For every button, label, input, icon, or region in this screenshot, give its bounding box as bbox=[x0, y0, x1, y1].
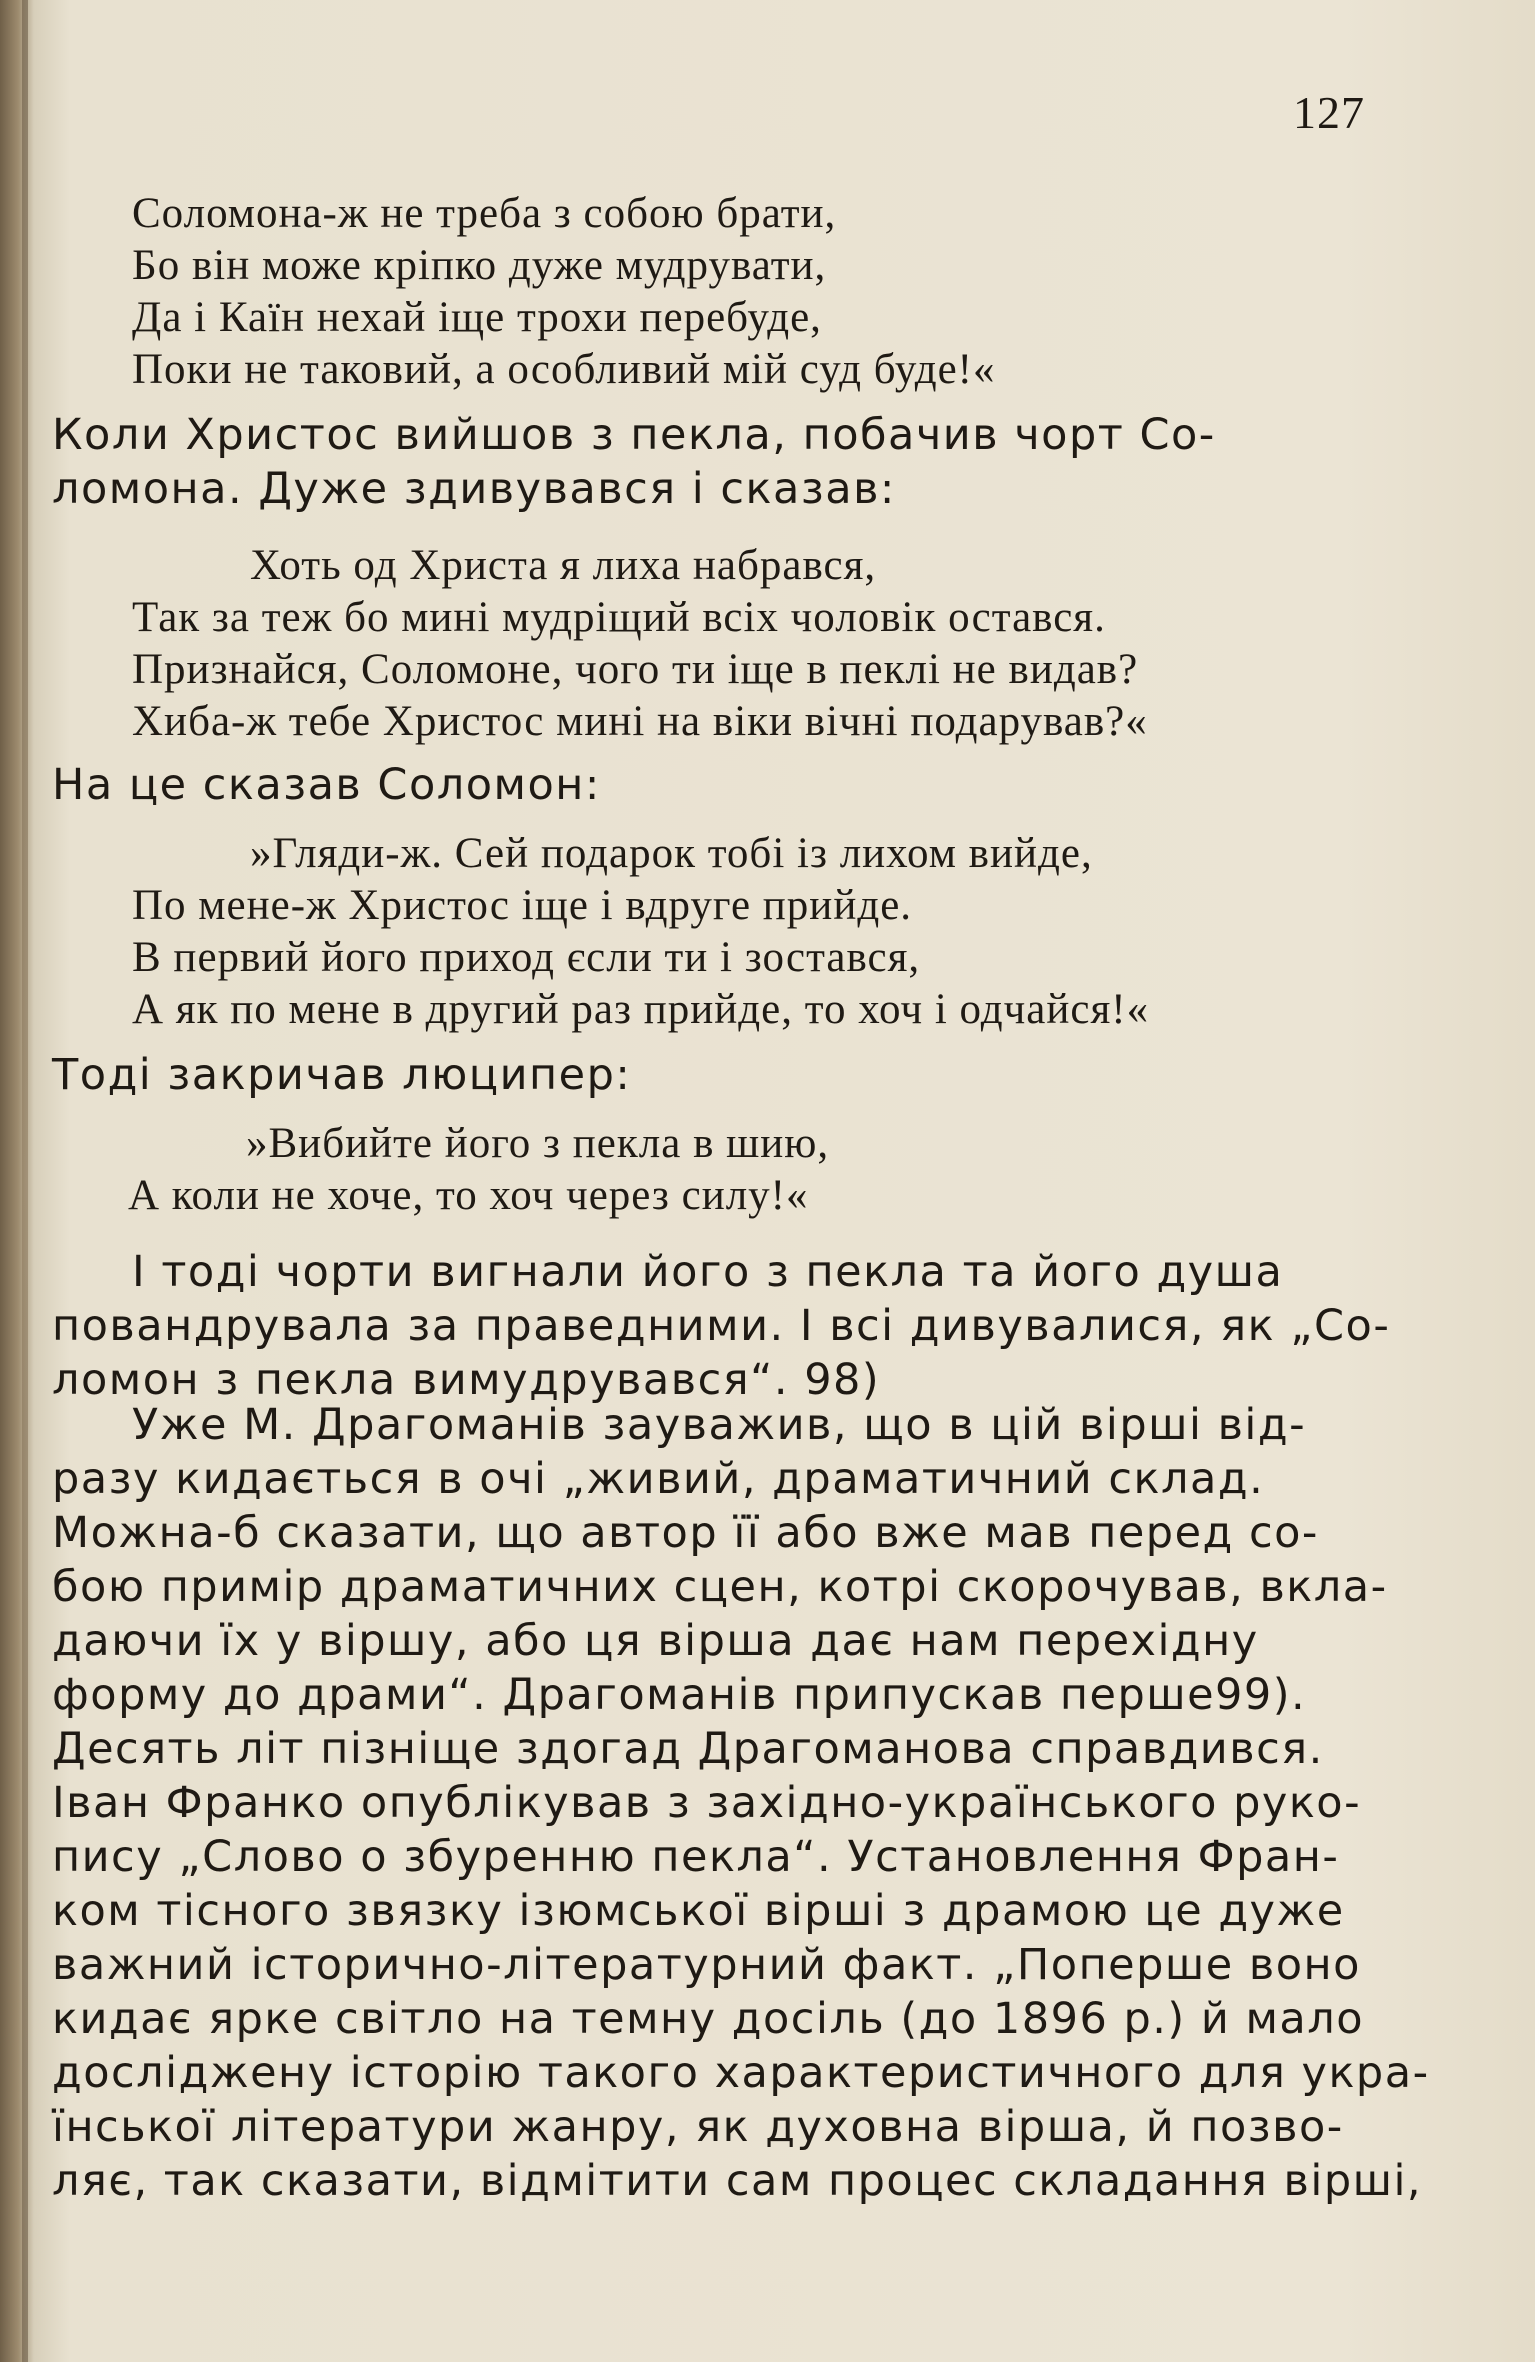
prose-line: Коли Христос вийшов з пекла, побачив чорт Со- bbox=[52, 410, 1216, 460]
paragraph-4 bbox=[52, 1245, 1432, 1407]
prose-line: повандрувала за праведними. І всі дивувалися, як „Со- bbox=[52, 1301, 1391, 1351]
page-number: 127 bbox=[1293, 87, 1365, 138]
prose-line: разу кидається в очі „живий, драматичний склад. bbox=[52, 1454, 1265, 1504]
verse-line: »Гляди-ж. Сей подарок тобі із лихом вийде, bbox=[250, 830, 1093, 877]
prose-line: Десять літ пізніще здогад Драгоманова справдився. bbox=[52, 1724, 1324, 1774]
verse-line: Бо він може кріпко дуже мудрувати, bbox=[132, 242, 827, 289]
verse-line: Хоть од Христа я лиха набрався, bbox=[250, 542, 877, 589]
verse-line: Хиба-ж тебе Христос мині на віки вічні подарував?« bbox=[132, 698, 1148, 745]
verse-line: Соломона-ж не треба з собою брати, bbox=[132, 190, 837, 237]
verse-line: »Вибийте його з пекла в шию, bbox=[246, 1120, 830, 1167]
verse-stanza-3 bbox=[132, 828, 1512, 1036]
paragraph-1 bbox=[52, 408, 1432, 516]
verse-line: А як по мене в другий раз прийде, то хоч і одчайся!« bbox=[132, 986, 1150, 1033]
paragraph-5 bbox=[52, 1398, 1432, 2208]
verse-line: Поки не таковий, а особливий мій суд буде!« bbox=[132, 346, 996, 393]
verse-stanza-2 bbox=[132, 540, 1512, 748]
verse-stanza-4 bbox=[128, 1118, 1508, 1222]
prose-line: Тоді закричав люципер: bbox=[52, 1050, 632, 1100]
prose-line: На це сказав Соломон: bbox=[52, 760, 601, 810]
prose-line: ломона. Дуже здивувався і сказав: bbox=[52, 464, 896, 514]
prose-line: бою примір драматичних сцен, котрі скорочував, вкла- bbox=[52, 1562, 1388, 1612]
prose-line: І тоді чорти вигнали його з пекла та його душа bbox=[132, 1247, 1284, 1297]
verse-line: Да і Каїн нехай іще трохи перебуде, bbox=[132, 294, 822, 341]
prose-line: Іван Франко опублікував з західно-українського руко- bbox=[52, 1778, 1362, 1828]
verse-line: По мене-ж Христос іще і вдруге прийде. bbox=[132, 882, 913, 929]
prose-line: досліджену історію такого характеристичного для укра- bbox=[52, 2048, 1430, 2098]
prose-line: Можна-б сказати, що автор її або вже мав перед со- bbox=[52, 1508, 1319, 1558]
prose-line: даючи їх у віршу, або ця вірша дає нам перехідну bbox=[52, 1616, 1259, 1666]
verse-line: А коли не хоче, то хоч через силу!« bbox=[128, 1172, 809, 1219]
verse-stanza-1 bbox=[132, 188, 1512, 396]
prose-line: їнської літератури жанру, як духовна вірша, й позво- bbox=[52, 2102, 1344, 2152]
paragraph-3 bbox=[52, 1048, 1432, 1102]
prose-line: Уже М. Драгоманів зауважив, що в цій вірші від- bbox=[132, 1400, 1307, 1450]
verse-line: Так за теж бо мині мудріщий всіх чоловік остався. bbox=[132, 594, 1106, 641]
verse-line: Признайся, Соломоне, чого ти іще в пеклі не видав? bbox=[132, 646, 1139, 693]
prose-line: ломон з пекла вимудрувався“. 98) bbox=[52, 1355, 881, 1405]
prose-line: кидає ярке світло на темну досіль (до 1896 р.) й мало bbox=[52, 1994, 1365, 2044]
prose-line: ком тісного звязку ізюмської вірші з драмою це дуже bbox=[52, 1886, 1345, 1936]
book-spine-edge bbox=[22, 0, 28, 2362]
prose-line: важний історично-літературний факт. „Поперше воно bbox=[52, 1940, 1361, 1990]
paragraph-2 bbox=[52, 758, 1432, 812]
prose-line: ляє, так сказати, відмітити сам процес складання вірші, bbox=[52, 2156, 1423, 2206]
prose-line: форму до драми“. Драгоманів припускав перше99). bbox=[52, 1670, 1307, 1720]
verse-line: В первий його приход єсли ти і зостався, bbox=[132, 934, 921, 981]
prose-line: пису „Слово о збуренню пекла“. Установлення Фран- bbox=[52, 1832, 1340, 1882]
